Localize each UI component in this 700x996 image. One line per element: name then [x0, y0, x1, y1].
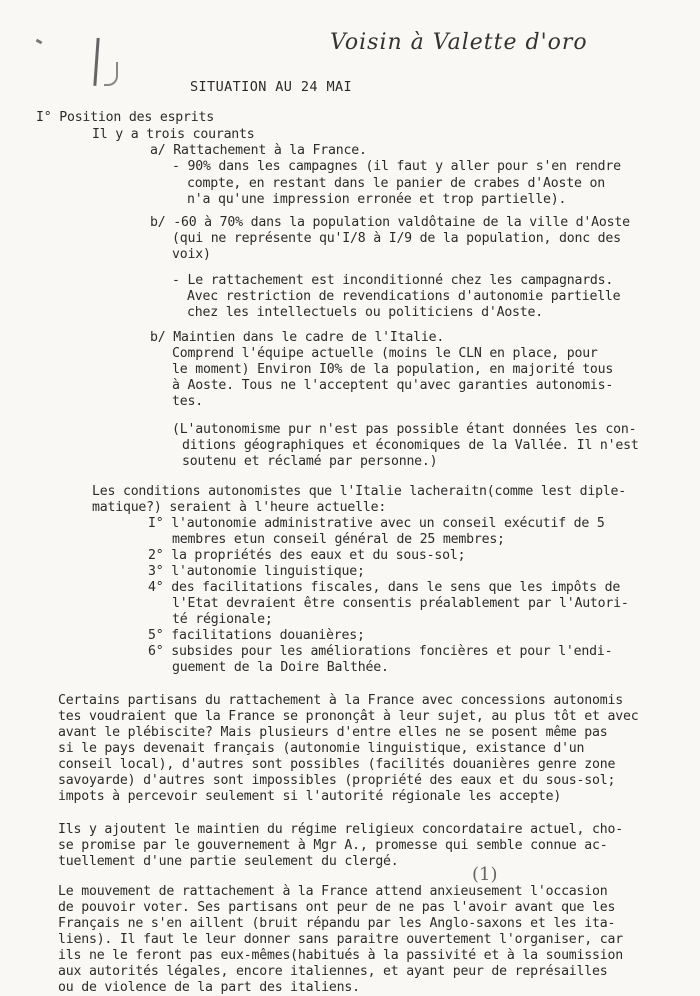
text-line: té régionale;: [172, 612, 273, 627]
document-title: SITUATION AU 24 MAI: [190, 79, 353, 95]
text-line: matique?) seraient à l'heure actuelle:: [92, 500, 387, 515]
text-line: Comprend l'équipe actuelle (moins le CLN en place, pour: [172, 346, 598, 361]
text-line: ou de violence de la part des italiens.: [58, 980, 360, 995]
text-line: guement de la Doire Balthée.: [172, 660, 389, 675]
list-item: I° l'autonomie administrative avec un conseil exécutif de 5: [148, 516, 605, 531]
text-line: avant le plébiscite? Mais plusieurs d'entre elles ne se posent même pas: [58, 725, 608, 740]
list-item: 6° subsides pour les améliorations foncières et pour l'endi-: [148, 644, 613, 659]
text-line: tes.: [172, 394, 203, 409]
text-line: Avec restriction de revendications d'autonomie partielle: [187, 289, 621, 304]
text-line: Il y a trois courants: [92, 127, 255, 142]
text-line: ditions géographiques et économiques de la Vallée. Il n'est: [182, 438, 639, 453]
text-line: conseil local), d'autres sont possibles (facilités douanières genre zone: [58, 757, 616, 772]
text-line: tes voudraient que la France se prononçât à leur sujet, au plus tôt et avec: [58, 709, 639, 724]
text-line: le moment) Environ I0% de la population, en majorité tous: [172, 362, 614, 377]
text-line: si le pays devenait français (autonomie linguistique, existance d'un: [58, 741, 585, 756]
text-line: compte, en restant dans le panier de crabes d'Aoste on: [187, 176, 605, 191]
pencil-mark: [93, 38, 103, 86]
text-line: - 90% dans les campagnes (il faut y aller pour s'en rendre: [172, 159, 621, 174]
page-stamp: (1): [472, 864, 498, 885]
pencil-mark-curl: [104, 62, 118, 86]
text-line: soutenu et réclamé par personne.): [182, 454, 438, 469]
handwritten-note: Voisin à Valette d'oro: [330, 30, 588, 55]
text-line: Français ne s'en aillent (bruit répandu par les Anglo-saxons et les ita-: [58, 916, 616, 931]
list-item: 5° facilitations douanières;: [148, 628, 365, 643]
list-item: 2° la propriétés des eaux et du sous-sol;: [148, 548, 466, 563]
list-item: 3° l'autonomie linguistique;: [148, 564, 365, 579]
text-line: impots à percevoir seulement si l'autorité régionale les accepte): [58, 789, 562, 804]
text-line: Ils y ajoutent le maintien du régime religieux concordataire actuel, cho-: [58, 822, 623, 837]
text-line: l'Etat devraient être consentis préalablement par l'Autori-: [172, 596, 629, 611]
text-line: se promise par le gouvernement à Mgr A., promesse qui semble connue ac-: [58, 838, 608, 853]
text-line: Les conditions autonomistes que l'Italie lacheraitn(comme lest diple-: [92, 484, 627, 499]
text-line: voix): [172, 247, 211, 262]
text-line: Certains partisans du rattachement à la France avec concessions autonomis: [58, 693, 623, 708]
ink-mark: [36, 39, 43, 45]
text-line: - Le rattachement est inconditionné chez les campagnards.: [172, 273, 614, 288]
list-item: 4° des facilitations fiscales, dans le sens que les impôts de: [148, 580, 621, 595]
text-line: membres etun conseil général de 25 membres;: [172, 532, 505, 547]
text-line: de pouvoir voter. Ses partisans ont peur de ne pas l'avoir avant que les: [58, 900, 616, 915]
text-line: (qui ne représente qu'I/8 à I/9 de la population, donc des: [172, 231, 621, 246]
text-line: tuellement d'une partie seulement du clergé.: [58, 854, 399, 869]
text-line: b/ Maintien dans le cadre de l'Italie.: [150, 330, 445, 345]
text-line: b/ -60 à 70% dans la population valdôtaine de la ville d'Aoste: [150, 215, 630, 230]
text-line: a/ Rattachement à la France.: [150, 143, 367, 158]
text-line: ils ne le feront pas eux-mêmes(habitués à la passivité et à la soumission: [58, 948, 623, 963]
text-line: liens). Il faut le leur donner sans paraitre ouvertement l'organiser, car: [58, 932, 623, 947]
text-line: n'a qu'une impression erronée et trop partielle).: [187, 192, 567, 207]
text-line: chez les intellectuels ou politiciens d'Aoste.: [187, 305, 544, 320]
section-heading: I° Position des esprits: [36, 110, 215, 125]
text-line: aux autorités légales, encore italiennes, et ayant peur de représailles: [58, 964, 608, 979]
text-line: (L'autonomisme pur n'est pas possible étant données les con-: [172, 422, 637, 437]
text-line: à Aoste. Tous ne l'acceptent qu'avec garanties autonomis-: [172, 378, 614, 393]
text-line: Le mouvement de rattachement à la France attend anxieusement l'occasion: [58, 884, 608, 899]
text-line: savoyarde) d'autres sont impossibles (propriété des eaux et du sous-sol;: [58, 773, 616, 788]
